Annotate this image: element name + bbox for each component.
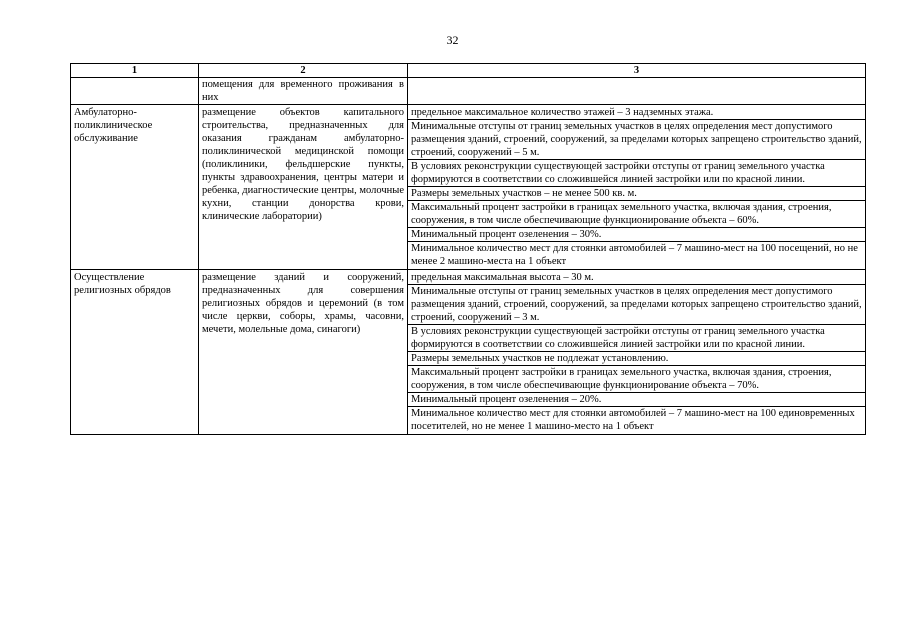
parameter-item: Минимальное количество мест для стоянки автомобилей – 7 машино-мест на 100 единовременных посетителей, но не менее 1 машино-место на 1 объект — [411, 408, 855, 432]
table-row-religious — [71, 270, 866, 435]
cell-parameters — [408, 105, 866, 270]
table-row-ambulatory — [71, 105, 866, 270]
parameter-item: В условиях реконструкции существующей застройки отступы от границ земельного участка формируются в соответствии со сложившейся линией застройки или по красной линии. — [408, 160, 865, 187]
cell-use-type: Осуществление религиозных обрядов — [71, 270, 199, 435]
cell-parameters — [408, 78, 866, 105]
cell-use-type: Амбулаторно-поликлиническое обслуживание — [71, 105, 199, 270]
parameter-item: В условиях реконструкции существующей застройки отступы от границ земельного участка формируются в соответствии со сложившейся линией застройки или по красной линии. — [408, 325, 865, 352]
header-col-2: 2 — [199, 64, 408, 78]
parameter-item: Размеры земельных участков не подлежат установлению. — [408, 352, 865, 366]
parameter-item: предельное максимальное количество этажей – 3 надземных этажа. — [408, 106, 865, 120]
parameter-item: Максимальный процент застройки в границах земельного участка, включая здания, строения, сооружения, в том числе обеспечивающие функционирование объекта – 60%. — [408, 201, 865, 228]
parameter-item: Минимальные отступы от границ земельных участков в целях определения мест допустимого размещения зданий, строений, сооружений, за пределами которых запрещено строительство зданий, строений, сооружений – 5 м. — [408, 120, 865, 160]
parameter-item: Максимальный процент застройки в границах земельного участка, включая здания, строения, сооружения, в том числе обеспечивающие функционирование объекта – 70%. — [408, 366, 865, 393]
parameter-item: предельная максимальная высота – 30 м. — [408, 271, 865, 285]
cell-parameters — [408, 270, 866, 435]
parameter-item: Минимальные отступы от границ земельных участков в целях определения мест допустимого размещения зданий, строений, сооружений, за пределами которых запрещено строительство зданий, строений, сооружений – 3 м. — [408, 285, 865, 325]
regulations-table — [70, 63, 866, 435]
cell-description: размещение зданий и сооружений, предназначенных для совершения религиозных обрядов и церемоний (в том числе церкви, соборы, храмы, часовни, мечети, молельные дома, синагоги) — [199, 270, 408, 435]
parameter-item: Минимальный процент озеленения – 30%. — [408, 228, 865, 242]
parameter-item: Минимальный процент озеленения – 20%. — [408, 393, 865, 407]
parameter-item: Размеры земельных участков – не менее 500 кв. м. — [408, 187, 865, 201]
header-col-3: 3 — [408, 64, 866, 78]
cell-description: помещения для временного проживания в них — [199, 78, 408, 105]
page-number: 32 — [446, 33, 459, 47]
table-row-continuation — [71, 78, 866, 105]
header-col-1: 1 — [71, 64, 199, 78]
cell-use-type — [71, 78, 199, 105]
cell-description: размещение объектов капитального строительства, предназначенных для оказания гражданам амбулаторно-поликлинической медицинской помощи (поликлиники, фельдшерские пункты, пункты здравоохранения, центры матери и ребенка, диагностические центры, молочные кухни, станции донорства крови, клинические лаборатории) — [199, 105, 408, 270]
table-header-row — [71, 64, 866, 78]
parameter-item: Минимальное количество мест для стоянки автомобилей – 7 машино-мест на 100 посещений, но не менее 2 машино-места на 1 объект — [411, 243, 858, 267]
